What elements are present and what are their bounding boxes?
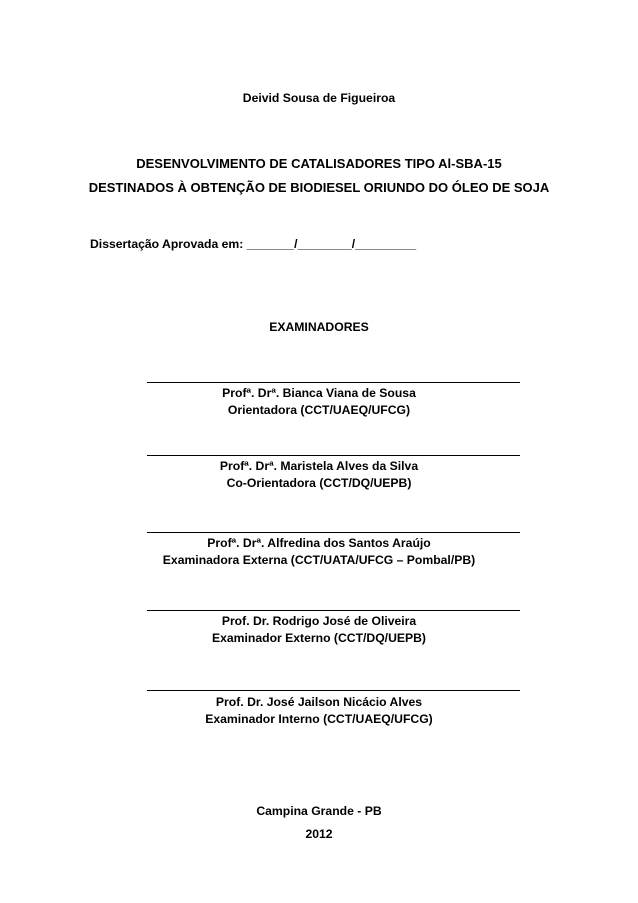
- examiner-role: Examinador Interno (CCT/UAEQ/UFCG): [205, 712, 433, 726]
- examiner-role: Examinador Externo (CCT/DQ/UEPB): [212, 631, 426, 645]
- signature-line: [147, 690, 520, 691]
- title-line-2: DESTINADOS À OBTENÇÃO DE BIODIESEL ORIUNDO DO ÓLEO DE SOJA: [88, 180, 550, 195]
- approval-date-line: Dissertação Aprovada em: _______/________/_________: [90, 237, 417, 251]
- signature-line: [147, 532, 520, 533]
- examiner-role: Orientadora (CCT/UAEQ/UFCG): [227, 403, 411, 417]
- footer-place: Campina Grande - PB: [256, 804, 382, 818]
- examiner-name: Prof. Dr. Rodrigo José de Oliveira: [221, 614, 417, 628]
- examiner-name: Profª. Drª. Alfredina dos Santos Araújo: [207, 536, 431, 550]
- examiner-name: Prof. Dr. José Jailson Nicácio Alves: [215, 695, 423, 709]
- examiner-name: Profª. Drª. Maristela Alves da Silva: [219, 459, 419, 473]
- author-name: Deivid Sousa de Figueiroa: [242, 91, 396, 105]
- examiner-role: Co-Orientadora (CCT/DQ/UEPB): [226, 476, 412, 490]
- title-line-1: DESENVOLVIMENTO DE CATALISADORES TIPO Al-SBA-15: [136, 156, 502, 171]
- examiners-heading: EXAMINADORES: [269, 320, 369, 334]
- signature-line: [147, 382, 520, 383]
- signature-line: [147, 455, 520, 456]
- footer-year: 2012: [305, 827, 333, 841]
- examiner-name: Profª. Drª. Bianca Viana de Sousa: [222, 386, 416, 400]
- examiner-role: Examinadora Externa (CCT/UATA/UFCG – Pombal/PB): [162, 553, 476, 567]
- signature-line: [147, 610, 520, 611]
